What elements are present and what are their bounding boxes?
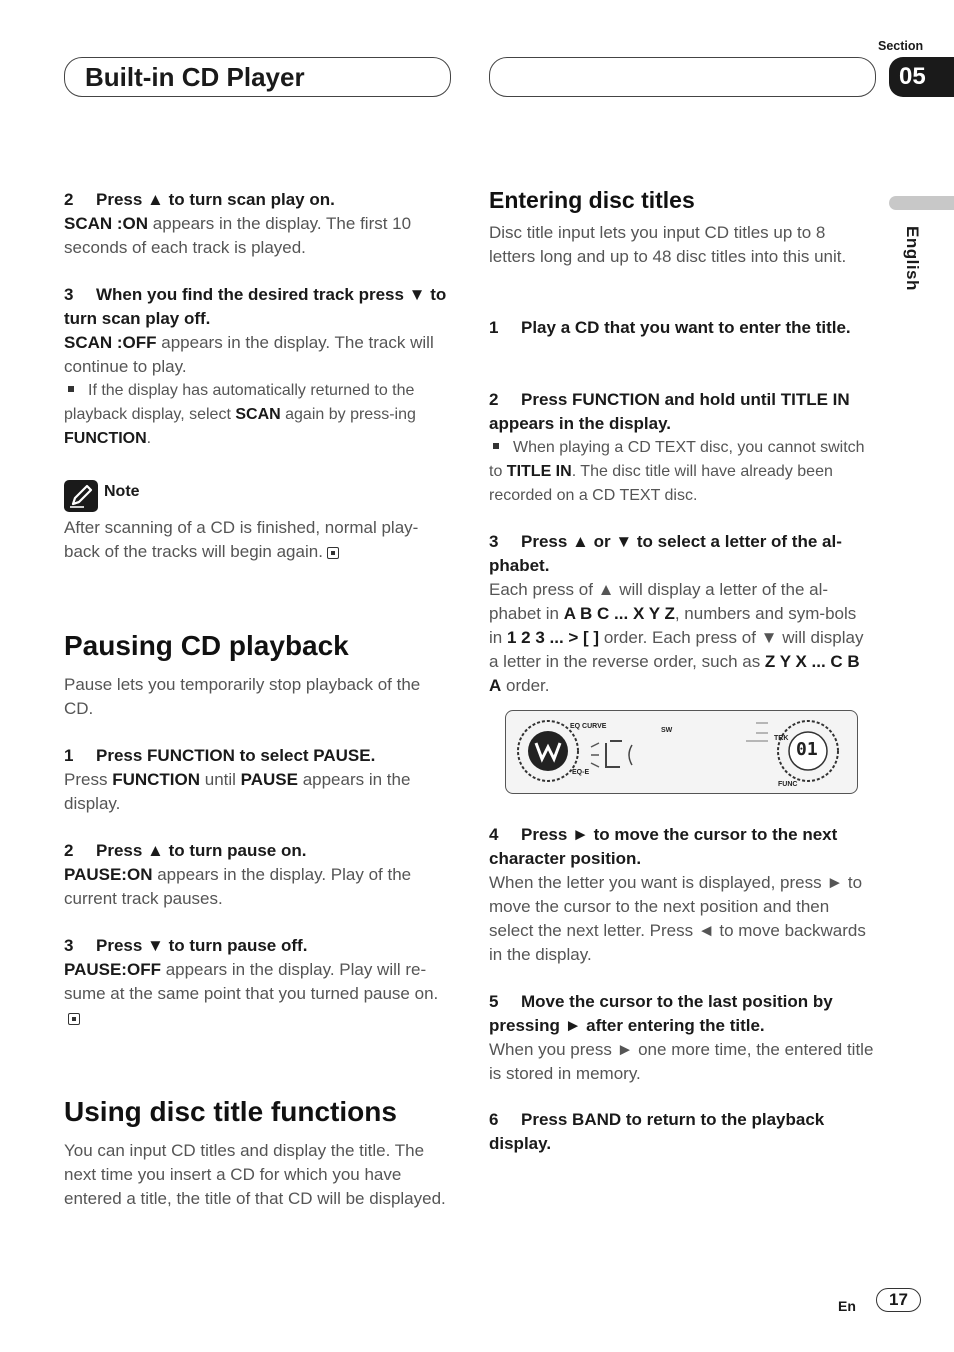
title-step-5: 5 Move the cursor to the last position by pressing ► after entering the title.	[489, 992, 833, 1035]
lcd-func: FUNC	[778, 781, 798, 788]
section-number: 05	[889, 57, 954, 97]
chapter-title-box	[64, 57, 451, 97]
note-label: Note	[104, 483, 140, 500]
note-pencil-icon	[64, 480, 98, 512]
scan-step-3-body: SCAN :OFF appears in the display. The track will continue to play.	[64, 333, 434, 376]
scan-step-3: 3 When you find the desired track press ▼ to turn scan play off.	[64, 285, 447, 328]
pause-heading: Pausing CD playback	[64, 630, 349, 661]
page-number: 17	[876, 1288, 921, 1312]
language-tab: English	[903, 226, 922, 291]
pause-step-2: 2 Press ▲ to turn pause on.	[64, 841, 307, 860]
scan-step-2: 2 Press ▲ to turn scan play on.	[64, 190, 335, 209]
title-step-1: 1 Play a CD that you want to enter the title.	[489, 318, 851, 337]
end-mark-icon	[68, 1013, 80, 1025]
lcd-track-number: 01	[796, 739, 818, 760]
header-empty-box	[489, 57, 876, 97]
title-functions-heading: Using disc title functions	[64, 1096, 397, 1127]
title-step-3-body: Each press of ▲ will display a letter of the al-phabet in A B C ... X Y Z, numbers and sym-bols in 1 2 3 ... > [ ] order. Each press of ▼ will display a letter in the reverse order, such as Z Y X ... C B A order.	[489, 580, 864, 695]
pause-intro: Pause lets you temporarily stop playback of the CD.	[64, 675, 421, 718]
footer-language: En	[838, 1298, 856, 1314]
pause-step-1-body: Press FUNCTION until PAUSE appears in the display.	[64, 770, 411, 813]
pause-step-3-body: PAUSE:OFF appears in the display. Play will re-sume at the same point that you turned pause on.	[64, 958, 452, 1030]
lcd-eq-curve: EQ CURVE	[570, 723, 607, 730]
lcd-sw: SW	[661, 727, 673, 734]
title-step-4-body: When the letter you want is displayed, press ► to move the cursor to the next position and then select the next letter. Press ◄ to move backwards in the display.	[489, 873, 866, 964]
chapter-title: Built-in CD Player	[85, 62, 305, 92]
title-step-2-bullet: When playing a CD TEXT disc, you cannot switch to TITLE IN. The disc title will have already been recorded on a CD TEXT disc.	[489, 439, 865, 504]
side-tab-bar	[889, 196, 954, 210]
lcd-trk: TRK	[774, 735, 789, 742]
title-step-5-body: When you press ► one more time, the entered title is stored in memory.	[489, 1040, 874, 1083]
title-step-4: 4 Press ► to move the cursor to the next character position.	[489, 825, 838, 868]
scan-step-3-bullet: If the display has automatically returned to the playback display, select SCAN again by press-ing FUNCTION.	[64, 382, 416, 447]
title-functions-intro: You can input CD titles and display the title. The next time you insert a CD for which you have entered a title, the title of that CD will be displayed.	[64, 1141, 446, 1208]
pause-step-2-body: PAUSE:ON appears in the display. Play of the current track pauses.	[64, 865, 412, 908]
pause-step-1: 1 Press FUNCTION to select PAUSE.	[64, 746, 376, 765]
title-step-2: 2 Press FUNCTION and hold until TITLE IN appears in the display.	[489, 390, 850, 433]
entering-titles-heading: Entering disc titles	[489, 187, 695, 213]
lcd-eq-e: EQ-E	[572, 769, 590, 776]
note-text: After scanning of a CD is finished, normal play-back of the tracks will begin again.	[64, 518, 419, 561]
bullet-icon	[493, 443, 499, 449]
title-step-3: 3 Press ▲ or ▼ to select a letter of the al-phabet.	[489, 532, 842, 575]
end-mark-icon	[327, 547, 339, 559]
pause-step-3: 3 Press ▼ to turn pause off.	[64, 936, 308, 955]
title-step-6: 6 Press BAND to return to the playback display.	[489, 1110, 825, 1153]
scan-step-2-body: SCAN :ON appears in the display. The first 10 seconds of each track is played.	[64, 214, 412, 257]
lcd-display-illustration	[505, 710, 858, 794]
bullet-icon	[68, 386, 74, 392]
entering-titles-intro: Disc title input lets you input CD titles up to 8 letters long and up to 48 disc titles into this unit.	[489, 223, 847, 266]
section-label: Section	[878, 39, 924, 53]
